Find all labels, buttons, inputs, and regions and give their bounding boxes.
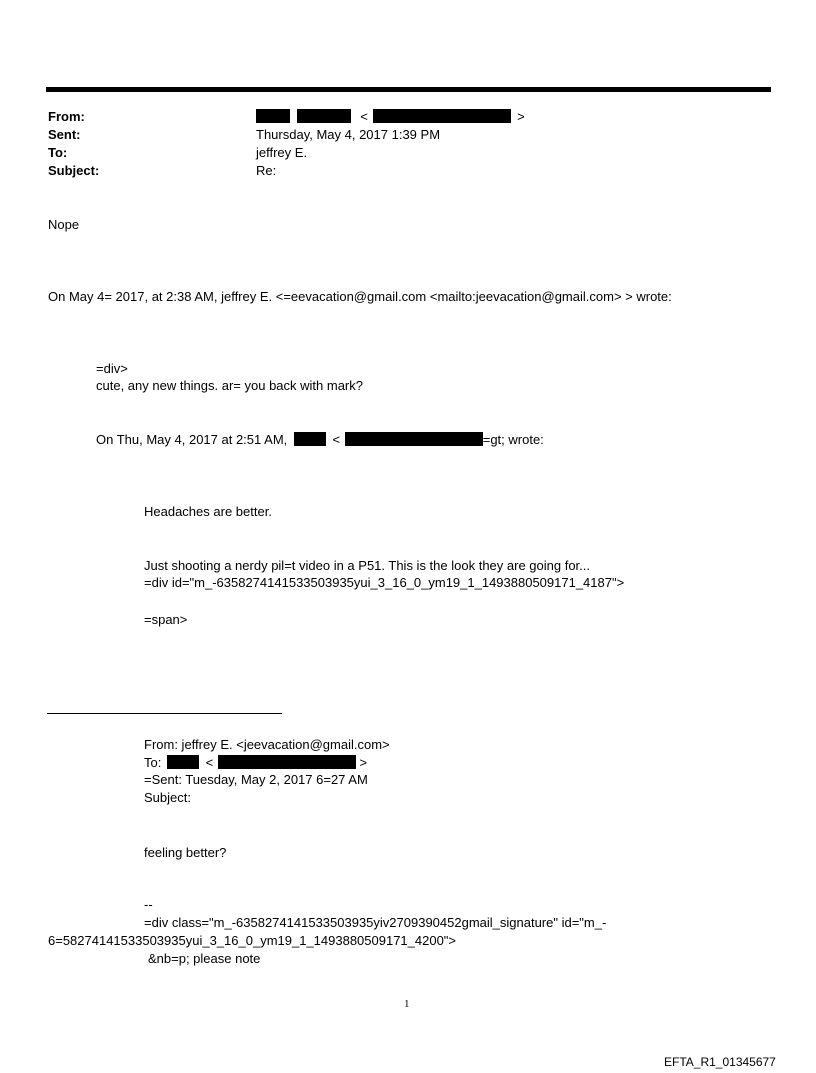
redaction-bar [256,109,290,123]
quote1-attribution: On May 4= 2017, at 2:38 AM, jeffrey E. <=eevacation@gmail.com <mailto:jeevacation@gmail.com> > wrote: [48,289,672,304]
quote2-suffix: =gt; wrote: [482,432,544,447]
forwarded-to-label: To: [144,755,162,770]
quote2-attribution [96,432,544,448]
quote2-prefix: On Thu, May 4, 2017 at 2:51 AM, [96,432,288,447]
please-note: &nb=p; please note [148,951,261,966]
from-lt: < [360,109,368,124]
signature-div-2: 6=58274141533503935yui_3_16_0_ym19_1_1493880509171_4200"> [48,933,457,948]
redaction-bar [345,432,483,446]
from-value [256,109,525,125]
sent-label: Sent: [48,127,81,142]
headaches-text: Headaches are better. [144,504,272,519]
signature-dashes: -- [144,897,153,912]
quote2-lt: < [332,432,341,447]
from-gt: > [517,109,525,124]
redaction-bar [167,755,199,769]
page-number: 1 [404,998,410,1010]
quote1-text: cute, any new things. ar= you back with mark? [96,378,363,393]
forwarded-sent: =Sent: Tuesday, May 2, 2017 6=27 AM [144,772,368,787]
header-rule [46,87,771,92]
to-label: To: [48,145,68,160]
div-tag: =div> [96,361,128,376]
from-label: From: [48,109,85,124]
div-id-text: =div id="m_-6358274141533503935yui_3_16_0_ym19_1_1493880509171_4187"> [144,575,625,590]
reply-text: Nope [48,217,80,232]
to-value: jeffrey E. [256,145,308,160]
redaction-bar [294,432,326,446]
forwarded-subject: Subject: [144,790,191,805]
forwarded-to [144,755,367,771]
feeling-text: feeling better? [144,845,227,860]
redaction-bar [297,109,351,123]
subject-label: Subject: [48,163,100,178]
signature-div-1: =div class="m_-6358274141533503935yiv2709390452gmail_signature" id="m_- [144,915,607,930]
forwarded-from: From: jeffrey E. <jeevacation@gmail.com> [144,737,390,752]
forwarded-to-gt: > [359,755,368,770]
subject-value: Re: [256,163,277,178]
redaction-bar [373,109,511,123]
bates-number: EFTA_R1_01345677 [664,1055,776,1069]
redaction-bar [218,755,356,769]
shooting-text: Just shooting a nerdy pil=t video in a P51. This is the look they are going for... [144,558,590,573]
span-tag: =span> [144,612,188,627]
sent-value: Thursday, May 4, 2017 1:39 PM [256,127,441,142]
forwarded-to-lt: < [205,755,214,770]
forward-separator [47,713,282,714]
